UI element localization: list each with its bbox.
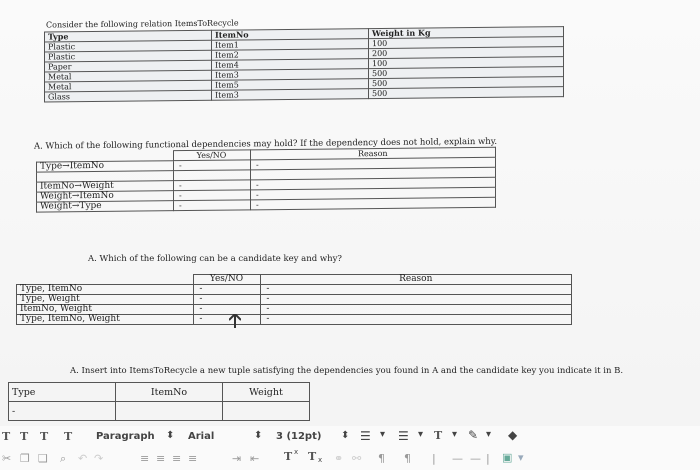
- ck-header-reason: Reason: [260, 275, 572, 285]
- ck-answer-reason[interactable]: -: [260, 315, 572, 325]
- numbered-list-icon[interactable]: ☰: [398, 429, 409, 443]
- ck-answer-yesno[interactable]: -: [193, 315, 260, 325]
- relation-intro: Consider the following relation ItemsToRecycle: [46, 18, 239, 30]
- fd-answer-reason[interactable]: -: [250, 197, 496, 210]
- find-icon[interactable]: ⌕: [60, 452, 67, 465]
- ck-row-label: ItemNo, Weight: [17, 305, 194, 315]
- paragraph-dropdown-icon: ⬍: [166, 430, 175, 441]
- cell: 500: [369, 67, 564, 79]
- superscript-button[interactable]: T: [284, 450, 293, 463]
- fd-answer-yesno[interactable]: -: [173, 180, 250, 191]
- cell: Glass: [45, 90, 212, 102]
- dropdown-icon[interactable]: ▾: [380, 429, 386, 440]
- table-row: [9, 383, 310, 402]
- fd-answer-yesno[interactable]: -: [173, 200, 250, 211]
- font-dropdown-icon: ⬍: [254, 430, 263, 441]
- col-header-type: Type: [45, 30, 212, 42]
- ck-answer-reason[interactable]: -: [260, 305, 572, 315]
- ck-answer-reason[interactable]: -: [260, 285, 572, 295]
- fd-answer-reason[interactable]: -: [250, 177, 496, 190]
- justify-icon[interactable]: ≡: [188, 452, 198, 465]
- highlight-pen-icon[interactable]: ✎: [468, 428, 479, 442]
- table-row: [17, 285, 572, 295]
- cell: Item1: [212, 39, 369, 51]
- fd-header-yesno: Yes/NO: [173, 150, 250, 161]
- insert-header-itemno: ItemNo: [116, 383, 223, 402]
- cell: 200: [369, 47, 564, 59]
- fd-answer-reason[interactable]: -: [250, 187, 496, 200]
- text-style-button[interactable]: T: [40, 430, 49, 443]
- question-insert: A. Insert into ItemsToRecycle a new tuple satisfying the dependencies you found in A and the candidate key you indicate it in B.: [70, 366, 624, 376]
- fd-row-label: Weight→Type: [37, 201, 174, 212]
- paste-icon[interactable]: ❑: [38, 452, 48, 465]
- insert-cell-weight[interactable]: [223, 402, 310, 421]
- candidate-key-table: [16, 274, 572, 325]
- insert-table: [8, 382, 310, 421]
- text-style-button[interactable]: T: [2, 430, 11, 443]
- fd-header-reason: Reason: [250, 147, 496, 160]
- bullet-list-icon[interactable]: ☰: [360, 429, 371, 443]
- text-color-icon[interactable]: T: [434, 429, 443, 442]
- question-fd: A. Which of the following functional dependencies may hold? If the dependency does not hold, explain why.: [34, 136, 498, 152]
- align-right-icon[interactable]: ≡: [172, 452, 182, 465]
- size-dropdown-icon: ⬍: [341, 430, 350, 441]
- mouse-cursor-icon: [229, 314, 241, 328]
- outdent-icon[interactable]: ⇤: [250, 452, 260, 465]
- copy-icon[interactable]: ❐: [20, 452, 30, 465]
- clear-format-icon[interactable]: ◆: [508, 428, 518, 442]
- cell: 500: [369, 87, 564, 99]
- cell: Paper: [45, 60, 212, 72]
- question-candidate-key: A. Which of the following can be a candidate key and why?: [88, 254, 342, 264]
- text-style-button[interactable]: T: [20, 430, 29, 443]
- subscript-mark: x: [318, 456, 323, 464]
- insert-cell-itemno[interactable]: [116, 402, 223, 421]
- cell: Item3: [212, 89, 369, 101]
- fd-answer-reason[interactable]: -: [250, 157, 496, 170]
- cell: Item2: [212, 49, 369, 61]
- editor-toolbar: [0, 426, 700, 470]
- ck-header-blank: [17, 275, 194, 285]
- ck-row-label: Type, ItemNo: [17, 285, 194, 295]
- cell: 100: [369, 37, 564, 49]
- cell: Metal: [45, 70, 212, 82]
- link-icon[interactable]: ⚭: [334, 452, 344, 465]
- media-icon[interactable]: ▾: [518, 451, 524, 464]
- paragraph-select[interactable]: Paragraph: [96, 431, 155, 442]
- cell: 500: [369, 77, 564, 89]
- cell: 100: [369, 57, 564, 69]
- superscript-mark: x: [294, 448, 299, 456]
- unlink-icon[interactable]: ⚯: [352, 452, 362, 465]
- cell: Metal: [45, 80, 212, 92]
- col-header-itemno: ItemNo: [212, 29, 369, 41]
- ck-row-label: Type, ItemNo, Weight: [17, 315, 194, 325]
- cut-icon[interactable]: ✂: [2, 452, 12, 465]
- cell: Item5: [212, 79, 369, 91]
- insert-header-type: Type: [9, 383, 116, 402]
- table-row: [17, 295, 572, 305]
- relation-table: [44, 26, 564, 102]
- ck-answer-yesno[interactable]: -: [193, 285, 260, 295]
- ck-answer-reason[interactable]: -: [260, 295, 572, 305]
- cell: Item4: [212, 59, 369, 71]
- ck-answer-yesno[interactable]: -: [193, 305, 260, 315]
- fd-table: [36, 147, 496, 213]
- ck-header-yesno: Yes/NO: [193, 275, 260, 285]
- table-row: [17, 275, 572, 285]
- undo-icon[interactable]: ↶: [78, 452, 88, 465]
- align-center-icon[interactable]: ≡: [156, 452, 166, 465]
- dropdown-icon[interactable]: ▾: [486, 429, 492, 440]
- dropdown-icon[interactable]: ▾: [418, 429, 424, 440]
- ltr-icon[interactable]: ¶: [378, 452, 385, 465]
- cell: Plastic: [45, 40, 212, 52]
- cell: Plastic: [45, 50, 212, 62]
- table-row: [17, 305, 572, 315]
- align-left-icon[interactable]: ≡: [140, 452, 150, 465]
- font-size-select[interactable]: 3 (12pt): [276, 431, 322, 442]
- cursor-bar-icon: |: [486, 452, 490, 465]
- cell: Item3: [212, 69, 369, 81]
- table-row: [17, 315, 572, 325]
- indent-icon[interactable]: ⇥: [232, 452, 242, 465]
- ck-answer-yesno[interactable]: -: [193, 295, 260, 305]
- subscript-button[interactable]: T: [308, 450, 317, 463]
- rtl-icon[interactable]: ¶: [404, 452, 411, 465]
- fd-row-label: Type→ItemNo: [37, 161, 174, 172]
- ck-row-label: Type, Weight: [17, 295, 194, 305]
- insert-cell-type[interactable]: -: [9, 402, 116, 421]
- redo-icon[interactable]: ↷: [94, 452, 104, 465]
- fd-row-label: Weight→ItemNo: [37, 191, 174, 202]
- fd-answer-yesno[interactable]: -: [173, 160, 250, 171]
- table-row: [9, 402, 310, 421]
- font-select[interactable]: Arial: [188, 431, 215, 442]
- horizontal-rule-icon[interactable]: —: [452, 452, 463, 465]
- col-header-weight: Weight in Kg: [369, 27, 564, 39]
- dropdown-icon[interactable]: ▾: [452, 429, 458, 440]
- divider-icon: |: [432, 452, 436, 465]
- horizontal-rule-icon[interactable]: —: [470, 452, 481, 465]
- image-icon[interactable]: ▣: [502, 451, 513, 464]
- text-style-button[interactable]: T: [64, 430, 73, 443]
- insert-header-weight: Weight: [223, 383, 310, 402]
- fd-answer-yesno[interactable]: -: [173, 190, 250, 201]
- fd-row-label: ItemNo→Weight: [37, 181, 174, 192]
